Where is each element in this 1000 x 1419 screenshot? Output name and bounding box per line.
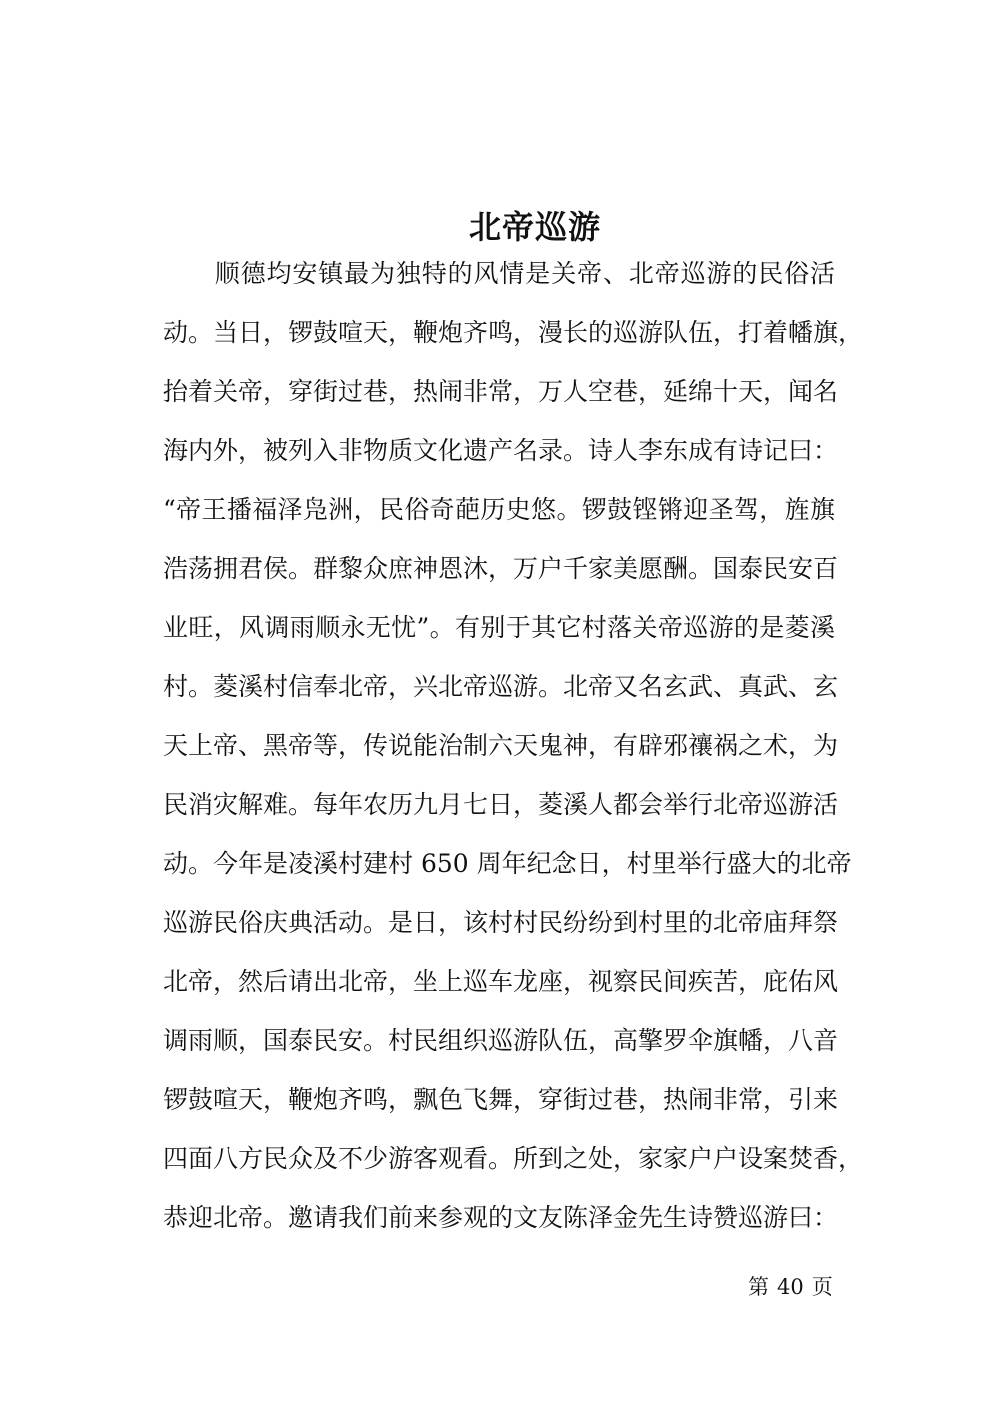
body-line: 动。当日，锣鼓喧天，鞭炮齐鸣，漫长的巡游队伍，打着幡旗，: [163, 318, 864, 347]
body-line: 抬着关帝，穿街过巷，热闹非常，万人空巷，延绵十天，闻名: [163, 377, 839, 406]
page-number: 40: [777, 1275, 804, 1299]
body-line: 浩荡拥君侯。群黎众庶神恩沐，万户千家美愿酬。国泰民安百: [163, 554, 839, 583]
body-line: 恭迎北帝。邀请我们前来参观的文友陈泽金先生诗赞巡游曰：: [163, 1203, 839, 1232]
body-line: 动。今年是凌溪村建村 650 周年纪念日，村里举行盛大的北帝: [163, 849, 852, 878]
body-line: 四面八方民众及不少游客观看。所到之处，家家户户设案焚香，: [163, 1144, 864, 1173]
article-title: 北帝巡游: [468, 208, 601, 247]
body-line: 民消灾解难。每年农历九月七日，菱溪人都会举行北帝巡游活: [163, 790, 839, 819]
body-line: 村。菱溪村信奉北帝，兴北帝巡游。北帝又名玄武、真武、玄: [163, 672, 839, 701]
body-line: 顺德均安镇最为独特的风情是关帝、北帝巡游的民俗活: [163, 259, 835, 288]
body-line: 巡游民俗庆典活动。是日，该村村民纷纷到村里的北帝庙拜祭: [163, 908, 839, 937]
body-line: 调雨顺，国泰民安。村民组织巡游队伍，高擎罗伞旗幡，八音: [163, 1026, 839, 1055]
article-body: [163, 244, 864, 1247]
body-line: “帝王播福泽凫洲，民俗奇葩历史悠。锣鼓铿锵迎圣驾，旌旗: [163, 495, 835, 524]
body-line: 海内外，被列入非物质文化遗产名录。诗人李东成有诗记曰：: [163, 436, 839, 465]
body-line: 锣鼓喧天，鞭炮齐鸣，飘色飞舞，穿街过巷，热闹非常，引来: [163, 1085, 839, 1114]
body-line: 北帝，然后请出北帝，坐上巡车龙座，视察民间疾苦，庇佑风: [163, 967, 839, 996]
page-number-prefix: 第: [748, 1275, 769, 1299]
body-line: 业旺，风调雨顺永无忧”。有别于其它村落关帝巡游的是菱溪: [163, 613, 835, 642]
body-line: 天上帝、黑帝等，传说能治制六天鬼神，有辟邪禳祸之术，为: [163, 731, 839, 760]
page-number-suffix: 页: [811, 1275, 833, 1299]
page-footer: [748, 1272, 833, 1302]
